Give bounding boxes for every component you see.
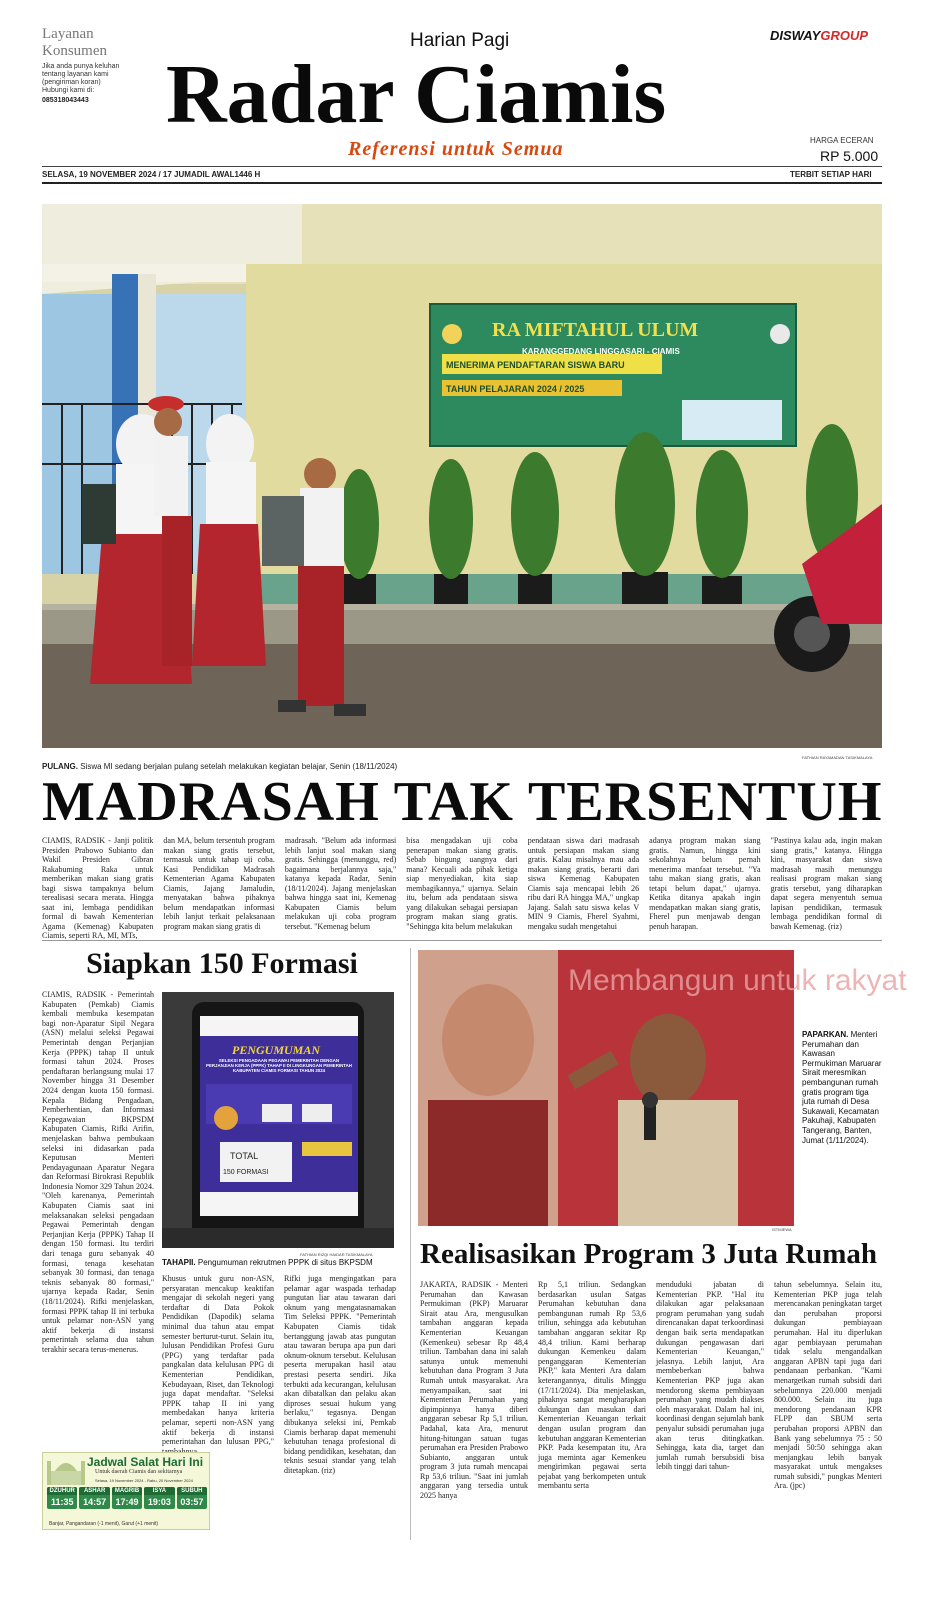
banner-line: MENERIMA PENDAFTARAN SISWA BARU <box>446 360 625 370</box>
right-story-column: JAKARTA, RADSIK - Menteri Perumahan dan Kawasan Permukiman (PKP) Maruarar Sirait atau Ara, mengusulkan tambahan anggaran kepada Kementerian Keuangan (Kemenkeu) sebesar Rp 48,4 triliun. Tambahan dana ini salah satunya untuk memenuhi kebutuhan dana Program 3 Juta Rumah untuk masyarakat. Ara menyampaikan, saat ini Kementerian Perumahan yang dipimpinnya hanya diberi anggaran sebesar Rp 5,1 triliun. Padahal, kata Ara, menurut hitung-hitungan satuan tugas perumahan era Presiden Prabowo Subianto, anggaran untuk program 3 juta rumah mencapai Rp 53,6 triliun. "Saat ini jumlah anggaran yang tersedia untuk 2025 hanya <box>420 1280 528 1501</box>
newspaper-title: Radar Ciamis <box>166 48 667 141</box>
right-photo-credit: ISTIMEWA <box>772 1227 792 1232</box>
main-story-column: "Pastinya kalau ada, ingin makan siang gratis," katanya. Hingga kini, masyarakat dan siswa madrasah masih menunggu realisasi program makan siang gratis tersebut, yang diharapkan dapat segera menyentuh semua lapisan pendidikan, termasuk lembaga pendidikan formal di bawah Kemenag. (riz) <box>770 836 882 931</box>
prayer-time: 14:57 <box>83 1497 107 1507</box>
prayer-slot-isya <box>144 1487 174 1509</box>
mosque-icon <box>45 1453 89 1487</box>
prayer-note: Banjar, Pangandaran (-1 menit), Garut (+1 menit) <box>49 1521 159 1527</box>
phone-total-label: TOTAL <box>230 1151 259 1161</box>
prayer-title: Jadwal Salat Hari Ini <box>87 1455 204 1469</box>
backdrop-slogan: Membangun untuk rakyat <box>568 964 907 997</box>
right-story-columns <box>420 1280 882 1542</box>
main-story-column: dan MA, belum tersentuh program makan siang gratis tersebut, termasuk untuk tahap uji coba. Kasi Pendidikan Madrasah Kementerian Agama Kabupaten Ciamis, Jajang Jamaludin, menyatakan bahwa pihaknya belum mendapatkan informasi lebih lanjut terkait pelaksanaan program makan siang gratis di <box>163 836 275 931</box>
left-caption-text: Pengumuman rekrutmen PPPK di situs BKPSDM <box>197 1258 373 1267</box>
prayer-slot-dzuhur <box>47 1487 77 1509</box>
prayer-date: Selasa, 19 November 2024 - Rabu, 20 November 2024 <box>95 1478 193 1483</box>
section-divider <box>42 940 882 941</box>
school-scene-illustration <box>42 204 882 748</box>
left-photo-credit: FATHIAN RIZQI HAIDAR TASIKMALAYA <box>300 1252 373 1257</box>
main-story-column: madrasah. "Belum ada informasi lebih lanjut soal makan siang gratis. Sehingga (menunggu, red) bagaimana berjalannya saja," katanya kepada Radar, Senin (18/11/2024). Jajang menjelaskan bahwa hingga saat ini, Kemenag Kabupaten Ciamis belum melakukan uji coba program tersebut. "Kemenag belum <box>284 836 397 931</box>
price-value: RP 5.000 <box>820 148 879 164</box>
prayer-slot-magrib <box>112 1487 142 1509</box>
main-story-column: pendataan siswa dari madrasah untuk persiapan makan siang gratis. Kalau misalnya mau ada makan siang gratis, berarti dari siswa Kemenag Kabupaten Ciamis saja mencapai lebih 26 ribu dari RA hingga MA," ungkap Jajang. Salah satu siswa kelas V MIN 9 Ciamis, Fherel Syahmi, mengaku sudah mengetahui <box>527 836 640 931</box>
prayer-times <box>47 1487 207 1509</box>
main-caption-lead: PULANG. <box>42 762 78 771</box>
prayer-name: SUBUH <box>177 1487 207 1495</box>
customer-service-note: Jika anda punya keluhan tentang layanan kami (pengiriman koran) Hubungi kami di: <box>42 63 120 94</box>
pppk-announcement-photo <box>162 992 394 1248</box>
prayer-time: 03:57 <box>180 1497 204 1507</box>
phone-total-value: 150 FORMASI <box>223 1169 269 1176</box>
right-story-column: tahun sebelumnya. Selain itu, Kementerian PKP juga telah merencanakan peningkatan target dan perubahan proporsi dukungan pembiayaan perumahan. Hal itu diperlukan agar pembiayaan perumahan tidak selalu mengandalkan anggaran APBN tapi juga dari pendanaan perbankan. "Kami menargetkan rumah subsidi dari sebelumnya 220.000 menjadi 800.000. Selain itu juga mendorong pendanaan KPR FLPP dan SBUM serta perubahan proporsi APBN dan Bank yang sebelumnya 75 : 50 menjadi 50:50 sehingga akan menjangkau lebih banyak masyarakat untuk mengakses rumah subsidi," pungkas Menteri Ara. (jpc) <box>774 1280 882 1491</box>
main-photo-credit: FATHIAN RAYAMADAN TASIKMALAYA <box>802 755 873 760</box>
phone-screen-illustration <box>162 992 394 1248</box>
column-divider <box>410 948 411 1540</box>
main-story-column: adanya program makan siang gratis. Namun, hingga kini sekolahnya belum pernah menerima manfaat tersebut. "Ya tahu makan siang gratis, akan tetapi belum dapat," ujarnya. Ketika ditanya apakah ingin mendapatkan makan siang gratis, Fherel pun menjawab dengan penuh harapan. <box>649 836 761 931</box>
main-caption-text: Siswa MI sedang berjalan pulang setelah melakukan kegiatan belajar, Senin (18/11/2024) <box>80 762 398 771</box>
phone-text-box <box>206 1058 352 1088</box>
main-story-photo <box>42 204 882 748</box>
banner-year: TAHUN PELAJARAN 2024 / 2025 <box>446 384 585 394</box>
masthead-rule-bottom <box>42 182 882 184</box>
prayer-name: ISYA <box>144 1487 174 1495</box>
customer-service-phone: 085318043443 <box>42 97 89 104</box>
banner-title: RA MIFTAHUL ULUM <box>492 319 699 341</box>
customer-service-title: Layanan Konsumen <box>42 26 107 59</box>
left-story-column-1: CIAMIS, RADSIK - Pemerintah Kabupaten (Pemkab) Ciamis kembali membuka kesempatan bagi non-Aparatur Sipil Negara (ASN) melalui seleksi Pegawai Pemerintah dengan Perjanjian Kerja (PPPK) tahap II untuk formasi tahun 2024. Proses pendaftaran berlangsung mulai 17 November hingga 31 Desember 2024 dengan kuota 150 formasi. Kepala Bidang Pengadaan, Pemberhentian, dan Informasi Kepegawaian BKPSDM Kabupaten Ciamis, Rifki Arifin, menjelaskan bahwa pembukaan seleksi ini didasarkan pada Keputusan Menteri Pendayagunaan Aparatur Negara dan Reformasi Birokrasi Republik Indonesia Nomor 329 Tahun 2024. "Oleh karenanya, Pemerintah Kabupaten Ciamis saat ini melaksanakan seleksi pengadaan Pegawai Pemerintah dengan Perjanjian Kerja (PPPK) Tahap II dengan 150 formasi. Itu terdiri dari tenaga guru sebanyak 40 formasi, tenaga kesehatan sebanyak 30 formasi, dan tenaga teknis sebanyak 80 formasi," ujarnya kepada Radar, Senin (18/11/2024). Rifki menjelaskan, formasi PPPK tahap II ini terbuka untuk pelamar non-ASN yang aktif bekerja di instansi pemerintah selama dua tahun terakhir secara terus-menerus. <box>42 990 154 1354</box>
left-photo-caption <box>162 1258 373 1267</box>
phone-announcement-text: SELEKSI PENGADAAN PEGAWAI PEMERINTAH DENGAN PERJANJIAN KERJA (PPPK) TAHAP II DI LINGKUNGAN PEMERINTAH KABUPATEN CIAMIS FORMASI TAHUN 2024 <box>206 1058 352 1073</box>
prayer-time: 11:35 <box>50 1497 74 1507</box>
right-caption-text: Menteri Perumahan dan Kawasan Permukiman Maruarar Sirait meresmikan pembangunan rumah gratis program tiga juta rumah di Desa Sukawali, Kecamatan Pakuhaji, Kabupaten Tangerang, Banten, Jumat (1/11/2024). <box>802 1030 882 1145</box>
left-story-headline: Siapkan 150 Formasi <box>86 947 358 980</box>
prayer-name: ASHAR <box>79 1487 109 1495</box>
right-photo-caption <box>802 1030 882 1145</box>
prayer-name: DZUHUR <box>47 1487 77 1495</box>
banner-sub: KARANGGEDANG LINGGASARI - CIAMIS <box>522 347 680 356</box>
masthead-kicker: Harian Pagi <box>410 30 510 51</box>
left-story-column-3: Rifki juga mengingatkan para pelamar agar waspada terhadap pungutan liar atau tawaran dari oknum yang mengatasnamakan Tim Seleksi PPPK. "Pemerintah Kabupaten Ciamis tidak bertanggung jawab atas pungutan atau tawaran berupa apa pun dari oknum-oknum tersebut. Kelulusan peserta merupakan hasil atau prestasi peserta sendiri. Jika terbukti ada kecurangan, kelulusan akan dibatalkan dan pelaku akan diproses sesuai hukum yang berlaku," tegasnya. Dengan dibukanya seleksi ini, Pemkab Ciamis berharap dapat memenuhi kebutuhan tenaga profesional di bidang pendidikan, kesehatan, dan teknis sesuai standar yang telah ditetapkan. (riz) <box>284 1274 396 1475</box>
main-story-columns <box>42 836 882 940</box>
phone-announcement-title: PENGUMUMAN <box>232 1043 321 1057</box>
prayer-slot-ashar <box>79 1487 109 1509</box>
prayer-schedule-box <box>42 1452 210 1530</box>
newspaper-tagline: Referensi untuk Semua <box>348 138 564 160</box>
edition-frequency: TERBIT SETIAP HARI <box>790 170 872 179</box>
masthead-rule-top <box>42 166 882 167</box>
right-caption-lead: PAPARKAN. <box>802 1030 849 1039</box>
prayer-time: 17:49 <box>115 1497 139 1507</box>
edition-date: SELASA, 19 NOVEMBER 2024 / 17 JUMADIL AWAL1446 H <box>42 170 261 179</box>
prayer-time: 19:03 <box>147 1497 171 1507</box>
main-story-column: CIAMIS, RADSIK - Janji politik Presiden Prabowo Subianto dan Wakil Presiden Gibran Rakabuming Raka untuk memberikan makan siang gratis bagi siswa tampaknya belum terealisasi secara merata. Hingga saat ini, lembaga pendidikan formal di bawah Kementerian Agama (Kemenag) Kabupaten Ciamis, seperti RA, MI, MTs, <box>42 836 154 940</box>
main-headline: MADRASAH TAK TERSENTUH <box>42 771 883 833</box>
right-story-column: Rp 5,1 triliun. Sedangkan berdasarkan usulan Satgas Perumahan kebutuhan dana pembangunan rumah Rp 53,6 triliun, sehingga ada kebutuhan tambahan anggaran sekitar Rp 48,4 triliun. Kami berharap dukungan Kemenkeu dalam penganggaran Kementerian PKP," kata Menteri Ara dalam keterangannya, ditulis Minggu (17/11/2024). Dia menjelaskan, pihaknya sangat mengharapkan dukungan dan masukan dari Kementerian Keuangan terkait dengan usulan program dan kebutuhan anggaran Kementerian PKP. Pada kesempatan itu, Ara juga meminta agar Kemenkeu mengirimkan pegawai serta pejabat yang berkompeten untuk membantu serta <box>538 1280 646 1491</box>
price-label: HARGA ECERAN <box>810 136 874 145</box>
left-caption-lead: TAHAPII. <box>162 1258 196 1267</box>
right-story-headline: Realisasikan Program 3 Juta Rumah <box>420 1238 878 1270</box>
prayer-name: MAGRIB <box>112 1487 142 1495</box>
disway-group-logo <box>770 28 868 43</box>
left-story-column-2: Khusus untuk guru non-ASN, persyaratan mencakup keaktifan mengajar di sekolah negeri yang terdaftar di Data Pokok Pendidikan (Dapodik) selama minimal dua tahun atau empat semester berturut-turut. Selain itu, lulusan Pendidikan Profesi Guru (PPG) yang terdaftar pada pangkalan data kelulusan PPG di Kementerian Pendidikan, Kebudayaan, Riset, dan Teknologi juga dapat mendaftar. "Seleksi PPPK tahap II ini yang membedakan hanya kriteria pelamar, seperti non-ASN yang aktif bekerja di instansi pemerintahan dan lulusan PPG," <box>162 1274 274 1447</box>
main-story-column: bisa mengadakan uji coba penerapan makan siang gratis. Sebab bingung uangnya dari mana? Kecuali ada pihak ketiga siap menyediakan, kita siap membagikannya," ujarnya. Selain itu, belum ada pendataan siswa yang dilakukan sebagai persiapan program makan siang gratis. "Sehingga kita belum melakukan <box>406 836 518 931</box>
right-story-column: menduduki jabatan di Kementerian PKP. "Hal itu dilakukan agar pelaksanaan program perumahan yang sudah direncanakan dapat terkoordinasi dengan baik serta mendapatkan dukungan pengawasan dari Kementerian Keuangan," jelasnya. Lebih lanjut, Ara membeberkan bahwa Kementerian PKP juga akan mendorong skema pembiayaan perumahan yang mudah diakses oleh masyarakat. Dalam hal ini, koordinasi dengan sejumlah bank penyalur subsidi perumahan juga akan terus ditingkatkan. Sehingga, kata dia, target dan jumlah rumah bersubsidi bisa lebih tinggi dari tahun- <box>656 1280 764 1472</box>
customer-service-box <box>42 26 122 104</box>
brand-name-a: DISWAY <box>770 28 821 43</box>
brand-name-b: GROUP <box>820 28 868 43</box>
prayer-subtitle: Untuk daerah Ciamis dan sekitarnya <box>95 1469 183 1475</box>
prayer-slot-subuh <box>177 1487 207 1509</box>
